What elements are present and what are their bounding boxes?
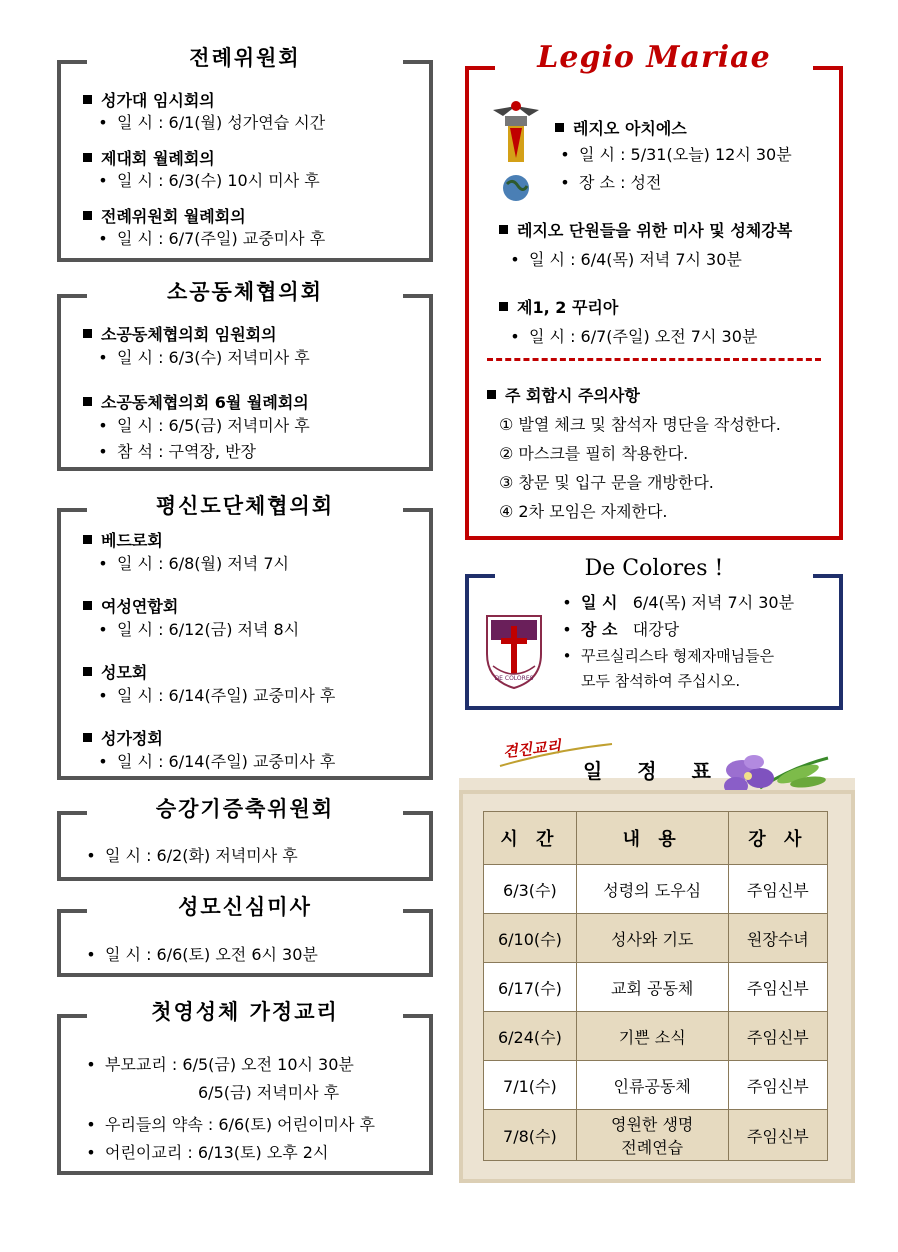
cell-time: 6/17(수)	[484, 963, 577, 1012]
cell-time: 7/8(수)	[484, 1110, 577, 1161]
cell-time: 6/3(수)	[484, 865, 577, 914]
square-bullet-icon	[499, 302, 508, 311]
marian-mass-title: 성모신심미사	[178, 895, 312, 919]
de-colores-when: • 일 시 6/4(목) 저녁 7시 30분	[562, 593, 795, 612]
first-communion-line: • 우리들의 약속 : 6/6(토) 어린이미사 후	[86, 1115, 375, 1134]
square-bullet-icon	[555, 123, 564, 132]
laity-council-title: 평신도단체협의회	[155, 494, 335, 518]
legio-notice-item: ② 마스크를 필히 착용한다.	[499, 444, 689, 463]
de-colores-box	[465, 556, 843, 710]
legio-divider	[487, 358, 821, 361]
square-bullet-icon	[83, 95, 92, 104]
liturgy-item-line: • 일 시 : 6/7(주일) 교중미사 후	[98, 229, 326, 248]
liturgy-item-head: 전례위원회 월례회의	[83, 204, 246, 227]
cell-content: 교회 공동체	[576, 963, 728, 1012]
legio-notice-item: ③ 창문 및 입구 문을 개방한다.	[499, 473, 714, 492]
col-header-content: 내 용	[576, 812, 728, 865]
table-row	[484, 1012, 828, 1061]
community-item-head: 소공동체협의회 임원회의	[83, 322, 277, 345]
marian-mass-box	[57, 895, 433, 977]
legio-notice-item: ④ 2차 모임은 자제한다.	[499, 502, 668, 521]
cell-content: 영원한 생명 전례연습	[576, 1110, 728, 1161]
square-bullet-icon	[83, 211, 92, 220]
square-bullet-icon	[83, 397, 92, 406]
schedule-badge: 견진교리	[502, 737, 562, 761]
square-bullet-icon	[83, 667, 92, 676]
elevator-committee-title: 승강기증축위원회	[155, 797, 335, 821]
table-row	[484, 1110, 828, 1161]
table-row	[484, 865, 828, 914]
table-header-row	[484, 812, 828, 865]
de-colores-where: • 장 소 대강당	[562, 620, 680, 639]
liturgy-committee-title: 전례위원회	[189, 46, 301, 70]
community-council-title: 소공동체협의회	[166, 280, 323, 304]
cell-time: 6/10(수)	[484, 914, 577, 963]
legio-curia-head: 제1, 2 꾸리아	[499, 295, 618, 318]
laity-item-head: 성가정회	[83, 726, 163, 749]
table-row	[484, 963, 828, 1012]
square-bullet-icon	[83, 601, 92, 610]
legio-mariae-box	[465, 40, 843, 540]
de-colores-note: 모두 참석하여 주십시오.	[581, 672, 741, 690]
col-header-speaker: 강 사	[728, 812, 827, 865]
square-bullet-icon	[83, 329, 92, 338]
elevator-committee-line: • 일 시 : 6/2(화) 저녁미사 후	[86, 846, 298, 865]
legio-emblem-icon	[485, 98, 547, 204]
liturgy-item-head: 제대회 월례회의	[83, 146, 215, 169]
cell-speaker: 주임신부	[728, 1061, 827, 1110]
cell-speaker: 주임신부	[728, 963, 827, 1012]
de-colores-title: De Colores !	[584, 556, 724, 581]
cell-content: 기쁜 소식	[576, 1012, 728, 1061]
elevator-committee-box	[57, 797, 433, 881]
legio-notice-item: ① 발열 체크 및 참석자 명단을 작성한다.	[499, 415, 781, 434]
liturgy-committee-box	[57, 46, 433, 262]
liturgy-item-head: 성가대 임시회의	[83, 88, 215, 111]
laity-item-line: • 일 시 : 6/8(월) 저녁 7시	[98, 554, 289, 573]
community-item-line: • 참 석 : 구역장, 반장	[98, 442, 257, 461]
cell-speaker: 주임신부	[728, 865, 827, 914]
square-bullet-icon	[83, 535, 92, 544]
legio-acies-line: • 장 소 : 성전	[560, 173, 662, 192]
liturgy-item-line: • 일 시 : 6/3(수) 10시 미사 후	[98, 171, 320, 190]
first-communion-line: • 어린이교리 : 6/13(토) 오후 2시	[86, 1143, 329, 1162]
liturgy-item-line: • 일 시 : 6/1(월) 성가연습 시간	[98, 113, 326, 132]
table-row	[484, 1061, 828, 1110]
table-row	[484, 914, 828, 963]
square-bullet-icon	[499, 225, 508, 234]
laity-item-line: • 일 시 : 6/14(주일) 교중미사 후	[98, 752, 336, 771]
legio-mass-line: • 일 시 : 6/4(목) 저녁 7시 30분	[510, 250, 742, 269]
community-item-line: • 일 시 : 6/3(수) 저녁미사 후	[98, 348, 310, 367]
community-item-line: • 일 시 : 6/5(금) 저녁미사 후	[98, 416, 310, 435]
laity-item-head: 베드로회	[83, 528, 163, 551]
legio-acies-head: 레지오 아치에스	[555, 116, 687, 139]
de-colores-logo-icon	[477, 610, 551, 690]
cell-time: 6/24(수)	[484, 1012, 577, 1061]
square-bullet-icon	[83, 153, 92, 162]
first-communion-box	[57, 1000, 433, 1175]
first-communion-line: • 부모교리 : 6/5(금) 오전 10시 30분	[86, 1055, 354, 1074]
laity-item-head: 성모회	[83, 660, 147, 683]
first-communion-title: 첫영성체 가정교리	[151, 1000, 339, 1024]
laity-item-line: • 일 시 : 6/12(금) 저녁 8시	[98, 620, 300, 639]
de-colores-logo-text: DE COLORES	[494, 675, 534, 682]
schedule-title: 일 정 표	[583, 759, 725, 783]
de-colores-note: • 꾸르실리스타 형제자매님들은	[562, 647, 775, 665]
legio-mariae-title: Legio Mariae	[537, 40, 771, 75]
legio-acies-line: • 일 시 : 5/31(오늘) 12시 30분	[560, 145, 792, 164]
cell-content: 인류공동체	[576, 1061, 728, 1110]
community-item-head: 소공동체협의회 6월 월례회의	[83, 390, 309, 413]
cell-speaker: 주임신부	[728, 1110, 827, 1161]
legio-curia-line: • 일 시 : 6/7(주일) 오전 7시 30분	[510, 327, 758, 346]
cell-content: 성령의 도우심	[576, 865, 728, 914]
schedule-table	[483, 811, 828, 1161]
laity-item-head: 여성연합회	[83, 594, 178, 617]
first-communion-line: 6/5(금) 저녁미사 후	[198, 1083, 340, 1102]
col-header-time: 시 간	[484, 812, 577, 865]
laity-council-box	[57, 494, 433, 780]
legio-notice-head: 주 회합시 주의사항	[487, 383, 640, 406]
square-bullet-icon	[487, 390, 496, 399]
laity-item-line: • 일 시 : 6/14(주일) 교중미사 후	[98, 686, 336, 705]
cell-content: 성사와 기도	[576, 914, 728, 963]
cell-speaker: 원장수녀	[728, 914, 827, 963]
community-council-box	[57, 280, 433, 471]
cell-time: 7/1(수)	[484, 1061, 577, 1110]
square-bullet-icon	[83, 733, 92, 742]
cell-speaker: 주임신부	[728, 1012, 827, 1061]
marian-mass-line: • 일 시 : 6/6(토) 오전 6시 30분	[86, 945, 318, 964]
legio-mass-head: 레지오 단원들을 위한 미사 및 성체강복	[499, 218, 792, 241]
